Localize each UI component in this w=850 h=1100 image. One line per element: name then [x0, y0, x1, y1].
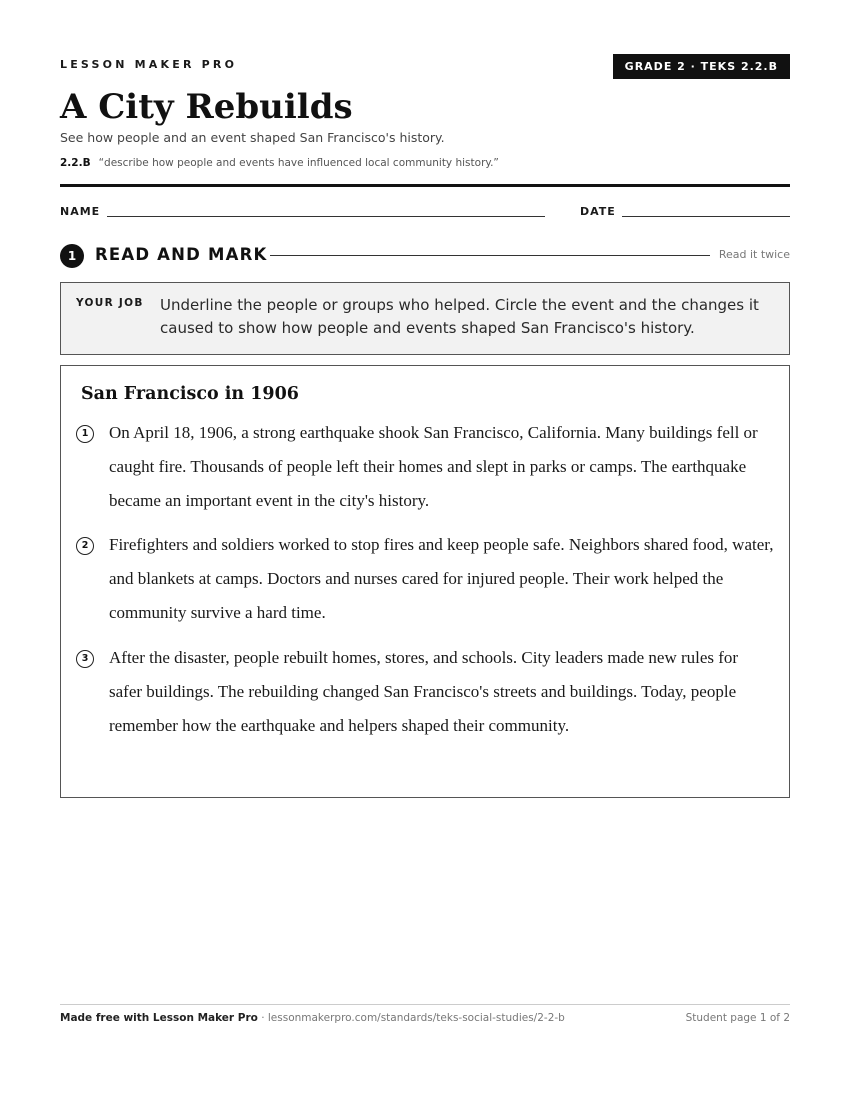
paragraph-number: 3 [76, 650, 94, 668]
standard-code: 2.2.B [60, 157, 91, 169]
footer-made-with: Made free with Lesson Maker Pro [60, 1012, 258, 1024]
instructions-box [60, 282, 790, 355]
date-field[interactable] [622, 216, 790, 217]
name-label: NAME [60, 205, 101, 218]
page-title: A City Rebuilds [60, 87, 353, 127]
paragraph-text: Firefighters and soldiers worked to stop fires and keep people safe. Neighbors shared food, water, and blankets at camps. Doctors and nurses cared for injured people. Their work helped the community survive a hard time. [109, 535, 774, 622]
brand-name: LESSON MAKER PRO [60, 58, 238, 71]
step-number-badge: 1 [60, 244, 84, 268]
page-subtitle: See how people and an event shaped San Francisco's history. [60, 130, 445, 145]
footer-divider [60, 1004, 790, 1005]
instructions-text: Underline the people or groups who helped. Circle the event and the changes it caused to show how people and events shaped San Francisco's history. [160, 296, 759, 337]
footer-credit [60, 1012, 565, 1024]
footer-url[interactable]: · lessonmakerpro.com/standards/teks-social-studies/2-2-b [257, 1012, 565, 1024]
date-label: DATE [580, 205, 616, 218]
paragraph-number: 1 [76, 425, 94, 443]
name-field[interactable] [107, 216, 545, 217]
paragraph-text: After the disaster, people rebuilt homes, stores, and schools. City leaders made new rules for safer buildings. The rebuilding changed San Francisco's streets and buildings. Today, people remember how the earthquake and helpers shaped their community. [109, 648, 739, 735]
instructions-label: YOUR JOB [76, 297, 144, 309]
footer-page-number: Student page 1 of 2 [685, 1012, 790, 1024]
worksheet-page [60, 0, 790, 1100]
section-header [60, 243, 790, 267]
reading-passage [60, 365, 790, 798]
header-divider [60, 184, 790, 187]
section-title: READ AND MARK [95, 245, 268, 264]
passage-title: San Francisco in 1906 [81, 384, 299, 404]
section-note: Read it twice [718, 248, 790, 261]
standard-line [60, 157, 499, 169]
grade-badge: GRADE 2 · TEKS 2.2.B [613, 54, 790, 79]
paragraph-number: 2 [76, 537, 94, 555]
section-divider [270, 255, 710, 256]
standard-text: “describe how people and events have influenced local community history.” [98, 157, 499, 169]
paragraph-text: On April 18, 1906, a strong earthquake shook San Francisco, California. Many buildings fell or caught fire. Thousands of people left their homes and slept in parks or camps. The earthquake became an important event in the city's history. [109, 423, 758, 510]
